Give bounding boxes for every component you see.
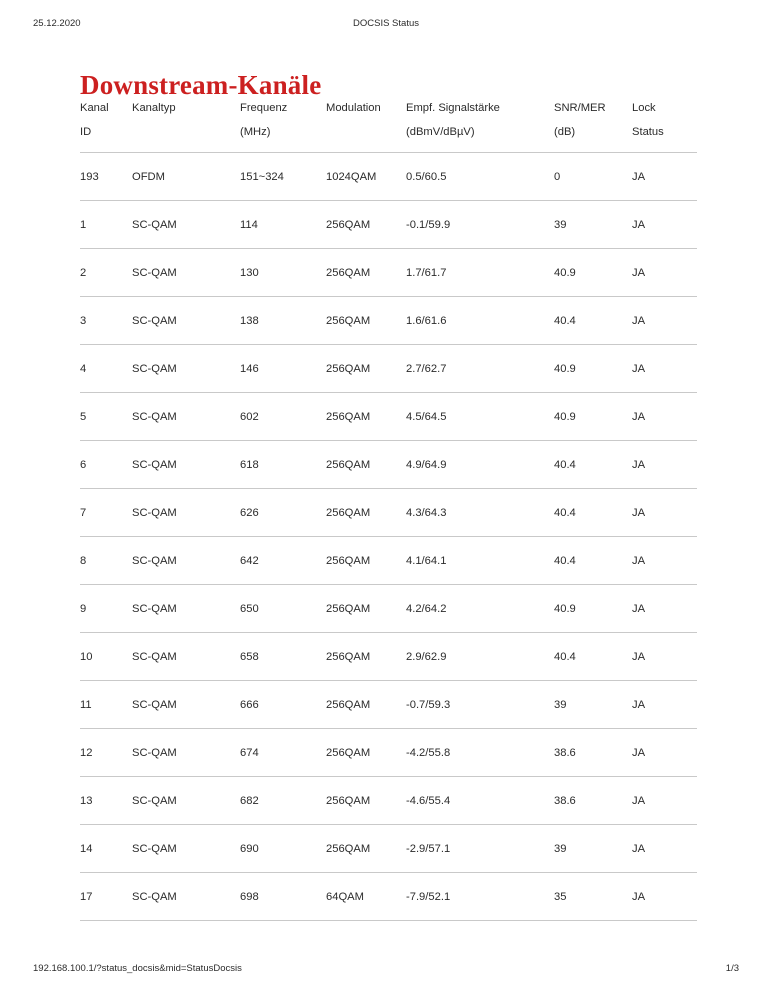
cell-channel-id: 7 [80,489,132,537]
print-footer [0,963,772,977]
cell-power: -0.7/59.3 [406,681,554,729]
table-head [80,96,697,153]
cell-channel-id: 3 [80,297,132,345]
cell-power: 0.5/60.5 [406,153,554,201]
column-header-power-line1: Empf. Signalstärke [406,102,500,114]
cell-lock-status: JA [632,729,697,777]
table-row [80,153,697,201]
cell-lock-status: JA [632,489,697,537]
cell-channel-type: SC-QAM [132,633,240,681]
cell-channel-type: SC-QAM [132,825,240,873]
cell-snr: 35 [554,873,632,921]
cell-channel-type: SC-QAM [132,585,240,633]
cell-lock-status: JA [632,441,697,489]
cell-channel-id: 9 [80,585,132,633]
column-header-snr-line2: (dB) [554,126,576,138]
cell-frequency: 642 [240,537,326,585]
cell-channel-type: SC-QAM [132,393,240,441]
cell-channel-type: SC-QAM [132,249,240,297]
cell-snr: 40.4 [554,441,632,489]
cell-channel-type: SC-QAM [132,297,240,345]
cell-power: 1.6/61.6 [406,297,554,345]
cell-frequency: 682 [240,777,326,825]
column-header-modulation [326,96,406,153]
cell-frequency: 602 [240,393,326,441]
cell-channel-id: 193 [80,153,132,201]
table-body [80,153,697,921]
cell-power: 4.5/64.5 [406,393,554,441]
table-row [80,393,697,441]
cell-snr: 38.6 [554,729,632,777]
cell-frequency: 130 [240,249,326,297]
cell-channel-id: 10 [80,633,132,681]
cell-modulation: 256QAM [326,585,406,633]
cell-frequency: 114 [240,201,326,249]
table-row [80,201,697,249]
cell-modulation: 256QAM [326,249,406,297]
cell-modulation: 256QAM [326,201,406,249]
column-header-frequency-line1: Frequenz [240,102,288,114]
cell-channel-type: SC-QAM [132,681,240,729]
column-header-lock-line2: Status [632,126,664,138]
cell-snr: 40.9 [554,249,632,297]
column-header-channel-id-line1: Kanal [80,102,109,114]
page-title: Downstream-Kanäle [80,70,322,101]
cell-modulation: 256QAM [326,393,406,441]
cell-channel-id: 1 [80,201,132,249]
cell-frequency: 146 [240,345,326,393]
cell-lock-status: JA [632,249,697,297]
column-header-channel-type [132,96,240,153]
print-header [0,18,772,34]
print-page-number: 1/3 [725,963,739,974]
downstream-channels-table-wrap [80,96,697,921]
table-row [80,297,697,345]
print-url: 192.168.100.1/?status_docsis&mid=StatusDocsis [33,963,242,974]
table-row [80,825,697,873]
cell-frequency: 674 [240,729,326,777]
cell-modulation: 256QAM [326,729,406,777]
cell-channel-id: 4 [80,345,132,393]
cell-power: -0.1/59.9 [406,201,554,249]
cell-lock-status: JA [632,297,697,345]
table-header-row [80,96,697,153]
cell-channel-id: 13 [80,777,132,825]
column-header-channel-type-label: Kanaltyp [132,102,176,114]
column-header-modulation-label: Modulation [326,102,381,114]
column-header-frequency-line2: (MHz) [240,126,271,138]
cell-snr: 40.4 [554,633,632,681]
cell-modulation: 256QAM [326,297,406,345]
downstream-channels-table [80,96,697,921]
cell-power: 1.7/61.7 [406,249,554,297]
print-date: 25.12.2020 [33,18,81,29]
table-row [80,873,697,921]
cell-snr: 39 [554,681,632,729]
table-row [80,777,697,825]
cell-channel-id: 11 [80,681,132,729]
cell-channel-type: SC-QAM [132,729,240,777]
cell-frequency: 658 [240,633,326,681]
cell-frequency: 138 [240,297,326,345]
cell-snr: 39 [554,201,632,249]
table-row [80,537,697,585]
cell-power: -4.2/55.8 [406,729,554,777]
print-document-title: DOCSIS Status [353,18,419,29]
cell-channel-type: SC-QAM [132,489,240,537]
cell-power: -4.6/55.4 [406,777,554,825]
cell-frequency: 690 [240,825,326,873]
cell-channel-type: SC-QAM [132,873,240,921]
table-row [80,633,697,681]
cell-lock-status: JA [632,873,697,921]
cell-power: 4.3/64.3 [406,489,554,537]
cell-modulation: 256QAM [326,489,406,537]
cell-lock-status: JA [632,681,697,729]
cell-snr: 40.4 [554,537,632,585]
column-header-lock-line1: Lock [632,102,656,114]
cell-modulation: 256QAM [326,825,406,873]
cell-lock-status: JA [632,153,697,201]
column-header-channel-id-line2: ID [80,126,92,138]
table-row [80,441,697,489]
cell-frequency: 626 [240,489,326,537]
column-header-channel-id [80,96,132,153]
cell-snr: 40.9 [554,345,632,393]
cell-power: 2.9/62.9 [406,633,554,681]
cell-modulation: 256QAM [326,537,406,585]
column-header-snr-line1: SNR/MER [554,102,606,114]
cell-lock-status: JA [632,201,697,249]
cell-snr: 40.4 [554,297,632,345]
column-header-power-line2: (dBmV/dBµV) [406,126,475,138]
cell-channel-type: SC-QAM [132,777,240,825]
cell-power: -7.9/52.1 [406,873,554,921]
cell-lock-status: JA [632,633,697,681]
cell-channel-id: 5 [80,393,132,441]
table-row [80,249,697,297]
cell-modulation: 256QAM [326,441,406,489]
cell-channel-id: 8 [80,537,132,585]
column-header-lock-status [632,96,697,153]
cell-frequency: 618 [240,441,326,489]
cell-channel-id: 12 [80,729,132,777]
cell-snr: 40.9 [554,585,632,633]
cell-power: 4.2/64.2 [406,585,554,633]
cell-channel-type: SC-QAM [132,201,240,249]
table-row [80,681,697,729]
cell-snr: 0 [554,153,632,201]
cell-lock-status: JA [632,537,697,585]
cell-lock-status: JA [632,393,697,441]
column-header-power [406,96,554,153]
cell-lock-status: JA [632,825,697,873]
cell-frequency: 650 [240,585,326,633]
cell-channel-id: 2 [80,249,132,297]
table-row [80,489,697,537]
table-row [80,729,697,777]
cell-modulation: 256QAM [326,681,406,729]
cell-snr: 40.9 [554,393,632,441]
cell-snr: 39 [554,825,632,873]
cell-frequency: 698 [240,873,326,921]
cell-snr: 38.6 [554,777,632,825]
cell-power: -2.9/57.1 [406,825,554,873]
cell-modulation: 256QAM [326,633,406,681]
cell-channel-id: 6 [80,441,132,489]
cell-channel-id: 14 [80,825,132,873]
cell-frequency: 151~324 [240,153,326,201]
cell-channel-type: SC-QAM [132,441,240,489]
cell-channel-type: SC-QAM [132,537,240,585]
cell-lock-status: JA [632,585,697,633]
column-header-frequency [240,96,326,153]
cell-power: 2.7/62.7 [406,345,554,393]
cell-power: 4.1/64.1 [406,537,554,585]
cell-lock-status: JA [632,777,697,825]
cell-modulation: 256QAM [326,345,406,393]
cell-snr: 40.4 [554,489,632,537]
cell-frequency: 666 [240,681,326,729]
cell-power: 4.9/64.9 [406,441,554,489]
table-row [80,585,697,633]
cell-modulation: 1024QAM [326,153,406,201]
column-header-snr [554,96,632,153]
table-row [80,345,697,393]
cell-channel-type: OFDM [132,153,240,201]
cell-lock-status: JA [632,345,697,393]
cell-channel-type: SC-QAM [132,345,240,393]
cell-modulation: 64QAM [326,873,406,921]
cell-channel-id: 17 [80,873,132,921]
cell-modulation: 256QAM [326,777,406,825]
